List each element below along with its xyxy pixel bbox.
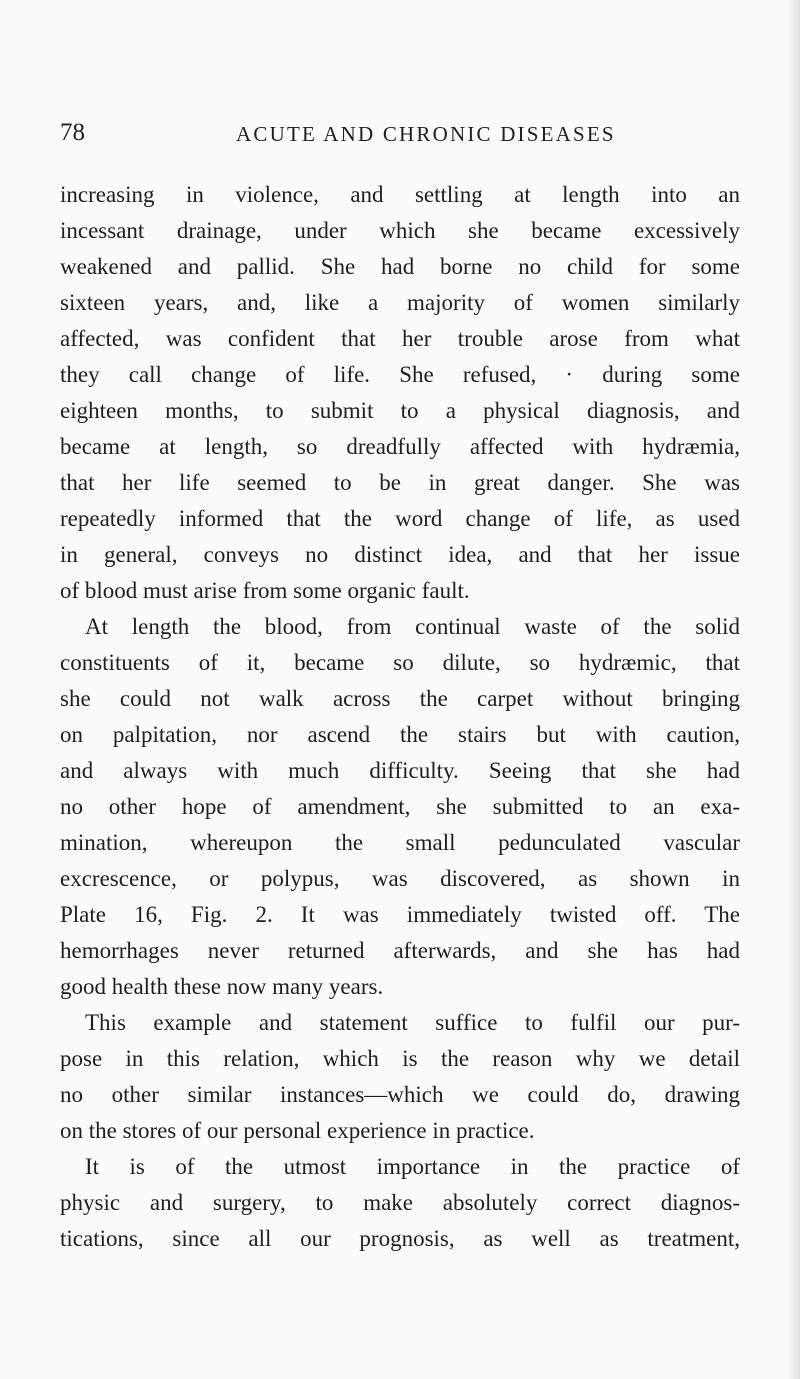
paragraph-start-line: This example and statement suffice to fulfil our pur- bbox=[85, 1010, 740, 1035]
text-line: became at length, so dreadfully affected with hydræmia, bbox=[60, 434, 740, 459]
text-line: sixteen years, and, like a majority of women similarly bbox=[60, 290, 740, 315]
text-line: no other similar instances—which we could do, drawing bbox=[60, 1082, 740, 1107]
text-line: in general, conveys no distinct idea, and that her issue bbox=[60, 542, 740, 567]
text-line: and always with much difficulty. Seeing that she had bbox=[60, 758, 740, 783]
text-line: she could not walk across the carpet without bringing bbox=[60, 686, 740, 711]
text-line: mination, whereupon the small pedunculated vascular bbox=[60, 830, 740, 855]
paragraph-start-line: At length the blood, from continual waste of the solid bbox=[85, 614, 740, 639]
text-line: pose in this relation, which is the reason why we detail bbox=[60, 1046, 740, 1071]
text-line: tications, since all our prognosis, as well as treatment, bbox=[60, 1226, 740, 1251]
paragraph-end-line: good health these now many years. bbox=[60, 974, 384, 999]
running-head: ACUTE AND CHRONIC DISEASES bbox=[236, 122, 616, 146]
text-line: on palpitation, nor ascend the stairs but with caution, bbox=[60, 722, 740, 747]
text-line: repeatedly informed that the word change of life, as used bbox=[60, 506, 740, 531]
page-number: 78 bbox=[60, 119, 85, 146]
text-line: increasing in violence, and settling at length into an bbox=[60, 182, 740, 207]
text-line: affected, was confident that her trouble arose from what bbox=[60, 326, 740, 351]
text-line: no other hope of amendment, she submitted to an exa- bbox=[60, 794, 740, 819]
paragraph-end-line: of blood must arise from some organic fault. bbox=[60, 578, 470, 603]
page-edge-shadow bbox=[786, 0, 800, 1379]
text-line: incessant drainage, under which she became excessively bbox=[60, 218, 740, 243]
paragraph-start-line: It is of the utmost importance in the practice of bbox=[85, 1154, 740, 1179]
text-line: constituents of it, became so dilute, so hydræmic, that bbox=[60, 650, 740, 675]
text-line: hemorrhages never returned afterwards, and she has had bbox=[60, 938, 740, 963]
text-line: they call change of life. She refused, · during some bbox=[60, 362, 740, 387]
text-line: excrescence, or polypus, was discovered, as shown in bbox=[60, 866, 740, 891]
text-line: Plate 16, Fig. 2. It was immediately twisted off. The bbox=[60, 902, 740, 927]
page-header bbox=[60, 118, 740, 154]
paragraph-end-line: on the stores of our personal experience in practice. bbox=[60, 1118, 535, 1143]
text-line: weakened and pallid. She had borne no child for some bbox=[60, 254, 740, 279]
text-line: physic and surgery, to make absolutely correct diagnos- bbox=[60, 1190, 740, 1215]
text-line: eighteen months, to submit to a physical diagnosis, and bbox=[60, 398, 740, 423]
text-line: that her life seemed to be in great danger. She was bbox=[60, 470, 740, 495]
